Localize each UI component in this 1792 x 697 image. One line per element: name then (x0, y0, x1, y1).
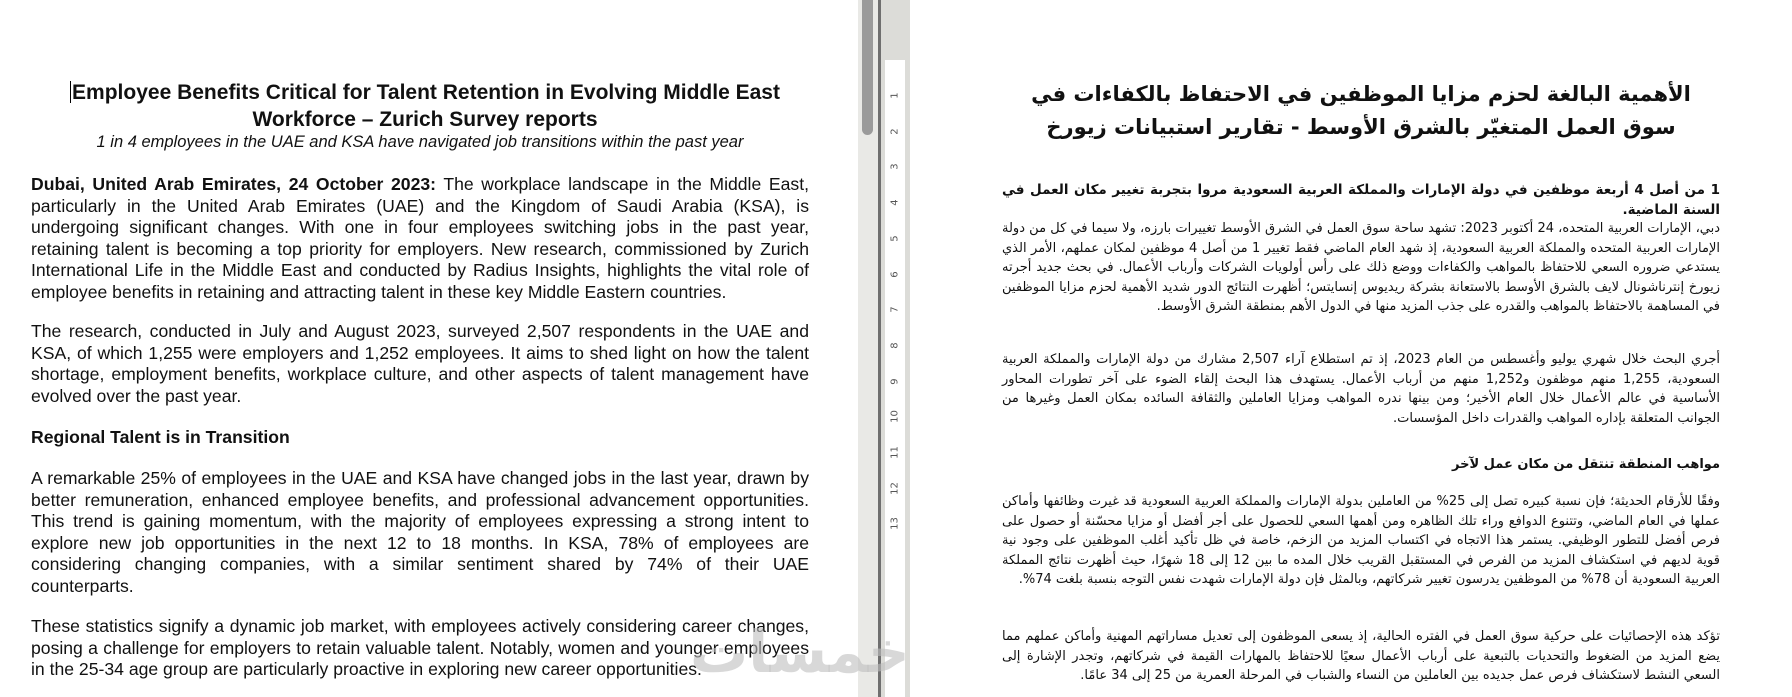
scrollbar-thumb[interactable] (862, 0, 873, 135)
english-paragraph-1: Dubai, United Arab Emirates, 24 October 2023: The workplace landscape in the Middle East, particularly in the United Arab Emirates (UAE) and the Kingdom of Saudi Arabia (KSA), is undergoing significant changes. With one in four employees switching jobs in the past year, retaining talent is becoming a top priority for employers. New research, commissioned by Zurich International Life in the Middle East and conducted by Radius Insights, highlights the vital role of employee benefits in retaining and attracting talent in these key Middle Eastern countries. (31, 174, 809, 302)
arabic-document-page[interactable] (910, 0, 1792, 697)
vertical-scrollbar[interactable] (858, 0, 878, 697)
ruler-tick-label: 13 (889, 517, 901, 531)
vertical-ruler (881, 0, 910, 697)
ruler-tick-label: 1 (889, 92, 901, 99)
ruler-tick-label: 3 (889, 163, 901, 171)
english-paragraph-3: A remarkable 25% of employees in the UAE and KSA have changed jobs in the last year, drawn by better remuneration, enhanced employee benefits, and professional advancement opportunities. This trend is gaining momentum, with the majority of employees expressing a strong intent to explore new job opportunities in the next 12 to 18 months. In KSA, 78% of employees are considering changing companies, with a similar sentiment shared by 74% of their UAE counterparts. (31, 468, 809, 596)
arabic-subtitle: 1 من أصل 4 أربعة موظفين في دولة الإمارات والمملكة العربية السعودية مروا بتجربة تغيير مكان العمل في السنة الماضية. (1002, 182, 1720, 218)
arabic-paragraph-4: تؤكد هذه الإحصائيات على حركية سوق العمل في الفتره الحالية، إذ يسعى الموظفون إلى تعديل مساراتهم المهنية وأماكن عملهم مما يضع المزيد من الضغوط والتحديات بالتبعية على أرباب الأعمال سعيًا للاحتفاظ بالمهارات القيمة في شركاتهم، وتجدر الإشارة إلى السعي النشط لاستكشاف فرص عمل جديده بين العاملين من النساء والشباب في المرحلة العمرية من 25 إلى 34 عامًا. (1002, 629, 1720, 684)
english-document-page[interactable] (0, 0, 858, 697)
arabic-heading: مواهب المنطقة تنتقل من مكان عمل لآخر (1452, 457, 1720, 472)
ruler-tick-label: 9 (889, 377, 901, 385)
ruler-tick-label: 5 (889, 235, 901, 242)
ruler-tick-label: 12 (889, 481, 901, 495)
arabic-paragraph-3: وفقًا للأرقام الحديثة؛ فإن نسبة كبيره تصل إلى 25% من العاملين بدولة الإمارات والمملكة العربية السعودية قد غيرت وظائفها وأماكن عملها في العام الماضي، وتتنوع الدوافع وراء تلك الظاهره ومن أهمها السعي للحصول على أجر أفضل أو مزايا محسّنة أو حصول على فرص أفضل للتطور الوظيفي. يستمر هذا الاتجاه في اكتساب المزيد من الزخم، خاصة في ظل تأكيد أغلب الموظفين على وجود نية قوية لديهم في استكشاف المزيد من الفرص في المستقبل القريب خلال المده ما بين 12 إلى 18 شهرًا، حيث أظهرت نتائج المملكة العربية السعودية أن 78% من الموظفين يدرسون تغيير شركاتهم، وبالمثل فإن دولة الإمارات شهدت نفس التوجه بنسبة بلغت 74%. (1002, 494, 1720, 588)
ruler-tick-label: 6 (889, 270, 901, 278)
english-subtitle: 1 in 4 employees in the UAE and KSA have navigated job transitions within the past year (96, 133, 744, 151)
english-paragraph-4: These statistics signify a dynamic job market, with employees actively considering career changes, posing a challenge for employers to retain valuable talent. Notably, women and younger employees in the 25-34 age group are particularly proactive in exploring new career opportunities. (31, 616, 809, 680)
ruler-tick-label: 10 (889, 410, 901, 424)
dateline: Dubai, United Arab Emirates, 24 October 2023: (31, 174, 437, 194)
watermark-logo: خمسات (690, 618, 910, 686)
english-heading-regional-talent: Regional Talent is in Transition (31, 427, 290, 447)
arabic-paragraph-1: دبي، الإمارات العربية المتحده، 24 أكتوبر 2023: تشهد ساحة سوق العمل في الشرق الأوسط تغييرات بارزه، ولا سيما في كل من دولة الإمارات العربية المتحده والمملكة العربية السعودية، إذ شهد العام الماضي فقط تغيير 1 من أصل 4 موظفين لمكان عملهم، الأمر الذي يستدعي ضروره السعي للاحتفاظ بالمواهب والكفاءات ووضع ذلك على رأس أولويات الشركات وأرباب الأعمال. في بحث جديد أجرته زيورخ إنترناشونال لايف بالشرق الأوسط بالاستعانة بشركة ريديوس إنسايتس؛ أظهرت النتائج الدور شديد الأهمية لحزم مزايا الموظفين في المساهمة بالاحتفاظ بالمواهب والقدره على جذب المزيد منها في الدول الأهم بمنطقة الشرق الأوسط. (1002, 221, 1721, 315)
arabic-title: الأهمية البالغة لحزم مزايا الموظفين في الاحتفاظ بالكفاءات في سوق العمل المتغيّر بالشرق الأوسط - تقارير استبيانات زيورخ (1031, 82, 1691, 139)
arabic-paragraph-2: أجري البحث خلال شهري يوليو وأغسطس من العام 2023، إذ تم استطلاع آراء 2,507 مشارك من دولة الإمارات والمملكة العربية السعودية، 1,255 منهم موظفون و1,252 منهم من أرباب الأعمال. يستهدف هذا البحث إلقاء الضوء على آخر تطورات المحاور الأساسية في عالم الأعمال خلال العام الأخير؛ ومن بينها ندره المواهب ومزايا العاملين والثقافة السائده بمكان العمل وغيرها من الجوانب المتعلقة بإداره المواهب والقدرات داخل المؤسسات. (1002, 352, 1721, 426)
english-paragraph-2: The research, conducted in July and August 2023, surveyed 2,507 respondents in the UAE and KSA, of which 1,255 were employers and 1,252 employees. It aims to shed light on how the talent shortage, employment benefits, workplace culture, and other aspects of talent management have evolved over the past year. (31, 321, 809, 406)
ruler-tick-label: 11 (889, 446, 901, 459)
english-title: Employee Benefits Critical for Talent Retention in Evolving Middle East Workforce – Zurich Survey reports (72, 81, 780, 131)
ruler-tick-label: 4 (889, 199, 901, 206)
ruler-tick-label: 7 (889, 306, 901, 313)
ruler-tick-label: 8 (889, 342, 901, 349)
text-cursor (70, 81, 71, 103)
ruler-tick-label: 2 (889, 128, 901, 135)
